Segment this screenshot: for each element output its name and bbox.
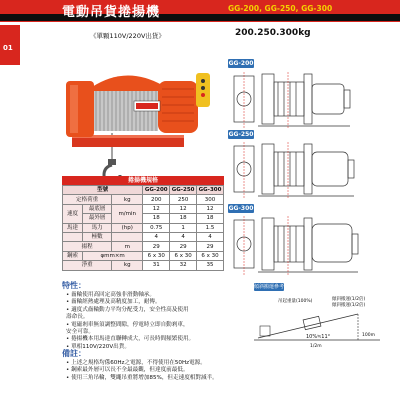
cell: 32 xyxy=(170,261,197,270)
spec-table-wrapper xyxy=(62,176,224,271)
row-unit: m/min xyxy=(112,204,143,223)
cell: 1 xyxy=(170,223,197,232)
cell: 300 xyxy=(197,195,224,204)
diagram-label-gg200: GG-200 xyxy=(228,60,254,67)
cell: 29 xyxy=(170,242,197,251)
row-label: 定格荷重 xyxy=(63,195,112,204)
page-title: 電動吊貨捲揚機 xyxy=(62,5,161,20)
list-item: • 適度式齒輪動力平均分配受力，安全性高及使用 xyxy=(66,306,189,313)
row-unit: kg xyxy=(112,195,143,204)
winch-illustration xyxy=(62,55,217,185)
remarks-list xyxy=(66,360,241,382)
header-red-band xyxy=(0,0,400,14)
cell: 250 xyxy=(170,195,197,204)
row-sub: φmm×m xyxy=(83,251,143,260)
remarks-title: 備註： xyxy=(62,349,86,358)
diagram-gg300 xyxy=(228,214,398,278)
header-bar xyxy=(0,0,400,25)
list-item: • 使用三角吊輪，雙繩吊重將增加85%，但走速度相對減半。 xyxy=(66,374,218,381)
cell: 18 xyxy=(170,214,197,223)
diagram-gg200 xyxy=(228,70,398,130)
header-black-band xyxy=(0,14,400,21)
cell: 4 xyxy=(197,232,224,241)
page-number: 01 xyxy=(3,44,13,52)
table-row xyxy=(63,195,224,204)
cell: 35 xyxy=(197,261,224,270)
row-group: 鋼索 xyxy=(63,251,83,260)
slope-diagram xyxy=(248,292,388,348)
diagram-gg250 xyxy=(228,140,398,200)
table-row xyxy=(63,251,224,260)
table-row xyxy=(63,242,224,251)
spec-header-cell: GG-200 xyxy=(143,186,170,195)
row-label: 揚程 xyxy=(63,242,112,251)
list-item: • 電磁剎車無須調整間隙，停電時立即自動剎車， xyxy=(66,321,189,328)
spec-header-cell: GG-300 xyxy=(197,186,224,195)
list-item: 安全可靠。 xyxy=(66,329,94,336)
row-unit: m xyxy=(112,242,143,251)
cell: 1.5 xyxy=(197,223,224,232)
cell: 6 x 30 xyxy=(143,251,170,260)
cell: 18 xyxy=(143,214,170,223)
row-group xyxy=(63,232,83,241)
features-list xyxy=(66,292,241,351)
spec-header-cell: 型號 xyxy=(63,186,143,195)
row-sub: 最外層 xyxy=(83,214,112,223)
cell: 4 xyxy=(143,232,170,241)
row-sub: 馬力 xyxy=(83,223,112,232)
list-item: 壽命長。 xyxy=(66,314,89,321)
list-item: • 單相110V/220V出貨。 xyxy=(66,343,130,350)
cell: 18 xyxy=(197,214,224,223)
list-item: • 鋼索最外層可以長不全最最觀，但達度前最低。 xyxy=(66,367,189,374)
table-row xyxy=(63,223,224,232)
table-row xyxy=(63,261,224,270)
subtitle: 《單顆110V/220V出貨》 xyxy=(90,32,165,40)
list-item: • 齒輪使用高回定高強非滑動軸承。 xyxy=(66,292,155,298)
list-item: • 齒輪經熱處理及高精度加工，耐傳。 xyxy=(66,299,161,306)
cell: 6 x 30 xyxy=(170,251,197,260)
slope-right-text: 傾斜搬運(1/2倍) xyxy=(332,297,366,302)
row-sub: 最底層 xyxy=(83,204,112,213)
header-red-line xyxy=(0,21,400,22)
cell: 29 xyxy=(197,242,224,251)
cell: 29 xyxy=(143,242,170,251)
features-title: 特性： xyxy=(62,281,86,290)
row-group: 馬達 xyxy=(63,223,83,232)
capacity: 200.250.300kg xyxy=(235,28,311,38)
table-row xyxy=(63,214,224,223)
cell: 200 xyxy=(143,195,170,204)
spec-header-cell: GG-250 xyxy=(170,186,197,195)
slope-angle-text: 10%≒11° xyxy=(306,334,331,340)
row-unit: (hp) xyxy=(112,223,143,232)
model-list: GG-200, GG-250, GG-300 xyxy=(228,4,333,13)
cell: 12 xyxy=(143,204,170,213)
table-row xyxy=(63,232,224,241)
list-item: • 上述之規格均係60Hz之電源，不得使用在50Hz電源。 xyxy=(66,360,206,366)
slope-diagram-label: 傾斜搬運參考 xyxy=(254,284,285,290)
cell: 6 x 30 xyxy=(197,251,224,260)
slope-top-text: 吊起重量(100%) xyxy=(278,299,313,304)
spec-header-row xyxy=(63,186,224,195)
diagram-label-gg300: GG-300 xyxy=(228,205,254,212)
row-sub: 極數 xyxy=(83,232,112,241)
table-row xyxy=(63,204,224,213)
slope-right-text-2: 傾斜搬運(1/2倍) xyxy=(332,303,366,308)
slope-ground-text: 100m xyxy=(362,333,375,338)
cell: 4 xyxy=(170,232,197,241)
cell: 31 xyxy=(143,261,170,270)
row-label: 淨重 xyxy=(63,261,112,270)
cell: 12 xyxy=(197,204,224,213)
spec-table-caption: 捲揚機規格 xyxy=(62,176,224,185)
row-unit xyxy=(112,232,143,241)
slope-bottom-text: 1/2m xyxy=(310,344,322,348)
list-item: • 捲揚機本用馬達直聯轉成大，可長時間頻繁使用。 xyxy=(66,336,195,343)
row-group: 速度 xyxy=(63,204,83,223)
diagram-label-gg250: GG-250 xyxy=(228,131,254,138)
row-unit: kg xyxy=(112,261,143,270)
cell: 0.75 xyxy=(143,223,170,232)
cell: 12 xyxy=(170,204,197,213)
spec-table xyxy=(62,185,224,271)
